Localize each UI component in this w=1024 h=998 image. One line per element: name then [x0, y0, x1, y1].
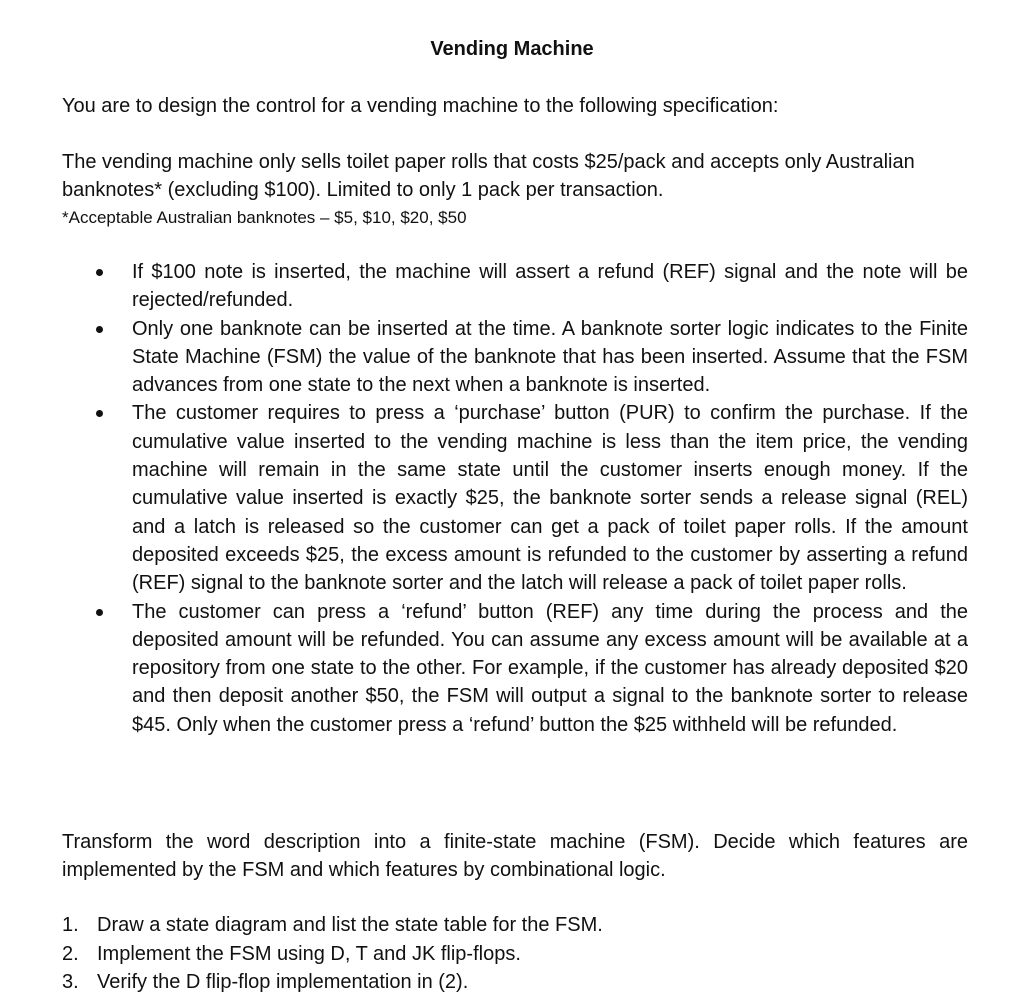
list-item-text: The customer requires to press a ‘purchase’ button (PUR) to confirm the purchase. If the cumulative value inserted to the vending machine is less than the item price, the vending machine will remain in the same state until the customer inserts enough money. If the cumulative value inserted is exactly $25, the banknote sorter sends a release signal (REL) and a latch is released so the customer can get a pack of toilet paper rolls. If the amount deposited exceeds $25, the excess amount is refunded to the customer by asserting a refund (REF) signal to the banknote sorter and the latch will release a pack of toilet paper rolls. [132, 402, 968, 595]
task-text: Draw a state diagram and list the state table for the FSM. [97, 914, 603, 936]
task-item [62, 940, 968, 969]
list-item [62, 399, 968, 597]
task-item [62, 968, 968, 997]
tasks-list [62, 911, 968, 997]
task-item [62, 911, 968, 940]
list-item [62, 258, 968, 315]
requirements-list [62, 258, 968, 739]
task-number: 1. [62, 914, 79, 936]
task-text: Verify the D flip-flop implementation in (2). [97, 971, 469, 993]
bullet-icon [96, 410, 103, 417]
intro-paragraph: You are to design the control for a vending machine to the following specification: [62, 95, 779, 117]
list-item [62, 315, 968, 400]
banknotes-note: *Acceptable Australian banknotes – $5, $10, $20, $50 [62, 208, 467, 227]
task-number: 2. [62, 942, 79, 965]
task-number: 3. [62, 971, 79, 993]
transform-paragraph: Transform the word description into a finite-state machine (FSM). Decide which features are implemented by the FSM and which features by combinational logic. [62, 831, 968, 881]
task-text: Implement the FSM using D, T and JK flip-flops. [97, 942, 521, 965]
list-item-text: Only one banknote can be inserted at the time. A banknote sorter logic indicates to the Finite State Machine (FSM) the value of the banknote that has been inserted. Assume that the FSM advances from one state to the next when a banknote is inserted. [132, 317, 968, 397]
list-item-text: If $100 note is inserted, the machine will assert a refund (REF) signal and the note will be rejected/refunded. [132, 261, 968, 312]
bullet-icon [96, 609, 103, 616]
list-item [62, 598, 968, 739]
list-item-text: The customer can press a ‘refund’ button (REF) any time during the process and the deposited amount will be refunded. You can assume any excess amount will be available at a repository from one state to the other. For example, if the customer has already deposited $20 and then deposit another $50, the FSM will output a signal to the banknote sorter to release $45. Only when the customer press a ‘refund’ button the $25 withheld will be refunded. [132, 600, 968, 736]
bullet-icon [96, 269, 103, 276]
specification-paragraph: The vending machine only sells toilet paper rolls that costs $25/pack and accepts only Australian banknotes* (excluding $100). Limited to only 1 pack per transaction. [62, 151, 915, 201]
document-title: Vending Machine [430, 38, 594, 60]
bullet-icon [96, 326, 103, 333]
